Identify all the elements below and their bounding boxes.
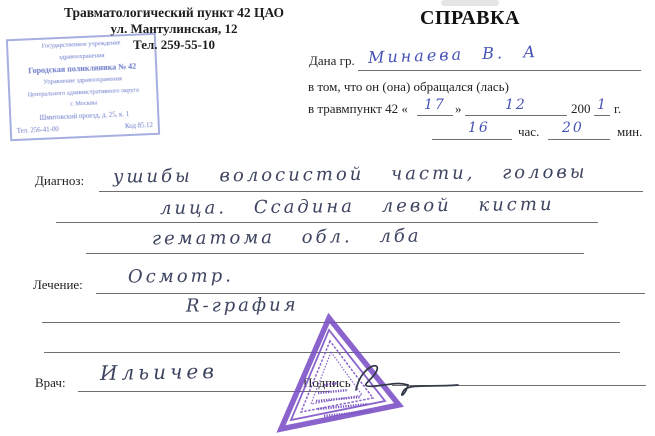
ruled-line xyxy=(465,115,567,116)
ruled-line xyxy=(548,139,610,140)
doctor-signature xyxy=(346,356,466,404)
diagnosis-label: Диагноз: xyxy=(35,173,85,188)
scan-smudge xyxy=(441,0,499,6)
stamp-telephone: Тел. 256-41-00 xyxy=(16,125,59,135)
certificate-title: СПРАВКА xyxy=(420,7,520,29)
given-to-label: Дана гр. xyxy=(309,53,355,68)
stamp-line: г. Москвы xyxy=(70,99,98,108)
signature-label: Подпись xyxy=(303,375,351,390)
diagnosis-line1-handwritten: ушибы волосистой части, головы xyxy=(112,161,588,188)
doctor-label: Врач: xyxy=(35,375,66,390)
minutes-label: мин. xyxy=(617,124,643,139)
quote-close: » xyxy=(455,101,462,116)
hours-label: час. xyxy=(518,124,540,139)
stamp-line: Государственное учреждение xyxy=(41,39,121,51)
visit-minutes-handwritten: 20 xyxy=(562,120,584,136)
visit-prefix: в травмпункт 42 « xyxy=(308,101,408,116)
stamp-line: Центрального административного округа xyxy=(27,86,139,99)
patient-name-handwritten: Минаева В. А xyxy=(367,42,539,67)
doctor-name-handwritten: Ильичев xyxy=(99,358,219,386)
year-prefix: 200 xyxy=(571,101,591,116)
visit-day-handwritten: 17 xyxy=(424,97,446,113)
year-suffix: г. xyxy=(614,101,622,116)
ruled-line xyxy=(96,293,645,294)
stamp-line: Управление здравоохранения xyxy=(43,75,123,87)
visit-month-handwritten: 12 xyxy=(505,97,527,113)
clinic-name: Травматологический пункт 42 ЦАО xyxy=(63,5,285,20)
ruled-line xyxy=(86,253,584,254)
ruled-line xyxy=(99,191,643,192)
ruled-line xyxy=(432,139,512,140)
clinic-phone: Тел. 259-55-10 xyxy=(133,37,215,52)
treatment-line1-handwritten: Осмотр. xyxy=(127,265,235,288)
visit-hours-handwritten: 16 xyxy=(468,120,490,136)
clinic-header xyxy=(28,5,320,53)
stamp-line: Городская поликлиника № 42 xyxy=(28,61,137,76)
statement-text: в том, что он (она) обращался (лась) xyxy=(308,79,509,94)
ruled-line xyxy=(417,115,453,116)
visit-year-digit-handwritten: 1 xyxy=(597,97,608,113)
clinic-address: ул. Мантулинская, 12 xyxy=(110,21,238,36)
stamp-tel-code-row xyxy=(17,122,153,135)
stamp-code: Код 85.12 xyxy=(124,121,154,130)
stamp-line: здравоохранения xyxy=(58,51,105,61)
diagnosis-line3-handwritten: гематома обл. лба xyxy=(151,225,422,250)
treatment-label: Лечение: xyxy=(33,277,83,292)
ruled-line xyxy=(56,222,598,223)
ruled-line xyxy=(358,70,641,71)
diagnosis-line2-handwritten: лица. Ссадина левой кисти xyxy=(159,193,555,220)
ruled-line xyxy=(594,115,610,116)
treatment-line2-handwritten: R-графия xyxy=(185,294,299,317)
stamp-line: Шмитовский проезд, д. 25, к. 1 xyxy=(39,110,130,122)
